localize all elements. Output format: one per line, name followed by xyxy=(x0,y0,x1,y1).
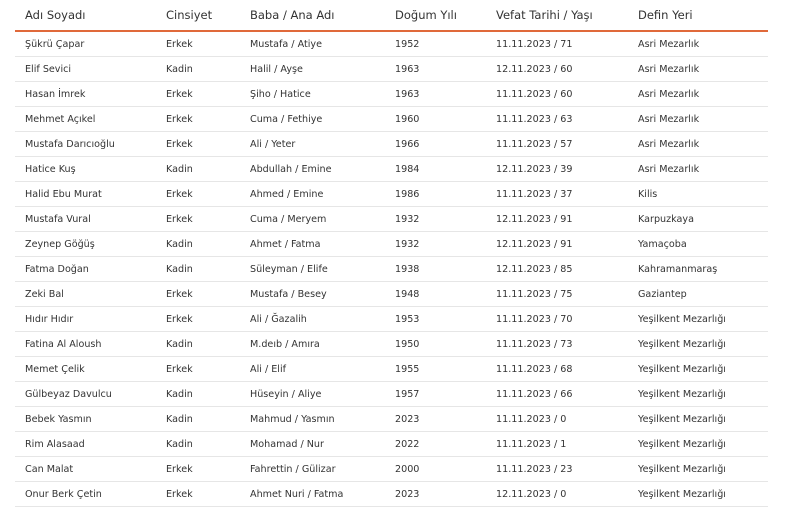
cell-parents: Ahmet Nuri / Fatma xyxy=(240,482,385,507)
cell-death-date-age: 12.11.2023 / 91 xyxy=(486,232,628,257)
table-row xyxy=(15,82,768,107)
cell-death-date-age: 12.11.2023 / 60 xyxy=(486,57,628,82)
cell-name: Rim Alasaad xyxy=(15,432,156,457)
cell-death-date-age: 12.11.2023 / 39 xyxy=(486,157,628,182)
cell-burial-place: Kilis xyxy=(628,182,768,207)
cell-birth-year: 1963 xyxy=(385,57,486,82)
cell-gender: Erkek xyxy=(156,31,240,57)
cell-birth-year: 1957 xyxy=(385,382,486,407)
cell-name: Şükrü Çapar xyxy=(15,31,156,57)
cell-birth-year: 1963 xyxy=(385,82,486,107)
table-row xyxy=(15,207,768,232)
table-row xyxy=(15,132,768,157)
cell-birth-year: 2023 xyxy=(385,407,486,432)
cell-gender: Erkek xyxy=(156,307,240,332)
cell-burial-place: Yeşilkent Mezarlığı xyxy=(628,432,768,457)
cell-gender: Erkek xyxy=(156,182,240,207)
cell-burial-place: Asri Mezarlık xyxy=(628,157,768,182)
cell-death-date-age: 11.11.2023 / 63 xyxy=(486,107,628,132)
cell-parents: Ali / Ğazalih xyxy=(240,307,385,332)
table-row xyxy=(15,157,768,182)
cell-birth-year: 1948 xyxy=(385,282,486,307)
cell-birth-year: 1984 xyxy=(385,157,486,182)
cell-burial-place: Gaziantep xyxy=(628,282,768,307)
table-header xyxy=(15,0,768,31)
cell-burial-place: Asri Mezarlık xyxy=(628,31,768,57)
cell-name: Mehmet Açıkel xyxy=(15,107,156,132)
cell-name: Fatma Doğan xyxy=(15,257,156,282)
cell-parents: Halil / Ayşe xyxy=(240,57,385,82)
cell-gender: Kadin xyxy=(156,332,240,357)
table-row xyxy=(15,257,768,282)
cell-parents: Ahmet / Fatma xyxy=(240,232,385,257)
cell-parents: M.deıb / Amıra xyxy=(240,332,385,357)
header-gender: Cinsiyet xyxy=(156,0,240,31)
cell-parents: Şiho / Hatice xyxy=(240,82,385,107)
cell-gender: Erkek xyxy=(156,457,240,482)
table-row xyxy=(15,282,768,307)
cell-gender: Erkek xyxy=(156,282,240,307)
cell-burial-place: Yeşilkent Mezarlığı xyxy=(628,382,768,407)
cell-birth-year: 1938 xyxy=(385,257,486,282)
cell-death-date-age: 11.11.2023 / 37 xyxy=(486,182,628,207)
cell-name: Halid Ebu Murat xyxy=(15,182,156,207)
death-records-table xyxy=(15,0,768,507)
cell-parents: Mohamad / Nur xyxy=(240,432,385,457)
cell-birth-year: 2023 xyxy=(385,482,486,507)
table-row xyxy=(15,382,768,407)
cell-name: Mustafa Vural xyxy=(15,207,156,232)
cell-gender: Erkek xyxy=(156,207,240,232)
cell-burial-place: Yeşilkent Mezarlığı xyxy=(628,407,768,432)
cell-birth-year: 1952 xyxy=(385,31,486,57)
cell-birth-year: 1932 xyxy=(385,207,486,232)
cell-gender: Kadin xyxy=(156,432,240,457)
cell-parents: Süleyman / Elife xyxy=(240,257,385,282)
cell-name: Bebek Yasmın xyxy=(15,407,156,432)
cell-gender: Erkek xyxy=(156,132,240,157)
cell-gender: Kadin xyxy=(156,382,240,407)
cell-birth-year: 2022 xyxy=(385,432,486,457)
cell-death-date-age: 11.11.2023 / 68 xyxy=(486,357,628,382)
cell-parents: Mahmud / Yasmın xyxy=(240,407,385,432)
cell-parents: Ali / Elif xyxy=(240,357,385,382)
cell-name: Memet Çelik xyxy=(15,357,156,382)
header-row xyxy=(15,0,768,31)
table-row xyxy=(15,107,768,132)
cell-death-date-age: 11.11.2023 / 71 xyxy=(486,31,628,57)
cell-burial-place: Karpuzkaya xyxy=(628,207,768,232)
cell-birth-year: 1932 xyxy=(385,232,486,257)
cell-burial-place: Asri Mezarlık xyxy=(628,132,768,157)
header-death-date-age: Vefat Tarihi / Yaşı xyxy=(486,0,628,31)
cell-parents: Fahrettin / Gülizar xyxy=(240,457,385,482)
cell-name: Hıdır Hıdır xyxy=(15,307,156,332)
cell-burial-place: Yeşilkent Mezarlığı xyxy=(628,307,768,332)
cell-burial-place: Yeşilkent Mezarlığı xyxy=(628,457,768,482)
cell-parents: Mustafa / Besey xyxy=(240,282,385,307)
cell-name: Hatice Kuş xyxy=(15,157,156,182)
cell-burial-place: Asri Mezarlık xyxy=(628,82,768,107)
cell-birth-year: 1966 xyxy=(385,132,486,157)
table-row xyxy=(15,232,768,257)
cell-birth-year: 1955 xyxy=(385,357,486,382)
cell-name: Zeki Bal xyxy=(15,282,156,307)
cell-death-date-age: 11.11.2023 / 1 xyxy=(486,432,628,457)
cell-gender: Kadin xyxy=(156,57,240,82)
cell-death-date-age: 11.11.2023 / 75 xyxy=(486,282,628,307)
cell-name: Gülbeyaz Davulcu xyxy=(15,382,156,407)
cell-death-date-age: 11.11.2023 / 70 xyxy=(486,307,628,332)
cell-parents: Cuma / Meryem xyxy=(240,207,385,232)
cell-burial-place: Yeşilkent Mezarlığı xyxy=(628,482,768,507)
cell-death-date-age: 11.11.2023 / 66 xyxy=(486,382,628,407)
cell-burial-place: Yeşilkent Mezarlığı xyxy=(628,357,768,382)
cell-gender: Erkek xyxy=(156,357,240,382)
cell-birth-year: 1986 xyxy=(385,182,486,207)
cell-birth-year: 1960 xyxy=(385,107,486,132)
cell-birth-year: 1953 xyxy=(385,307,486,332)
cell-birth-year: 1950 xyxy=(385,332,486,357)
cell-name: Onur Berk Çetin xyxy=(15,482,156,507)
table-row xyxy=(15,307,768,332)
cell-burial-place: Yeşilkent Mezarlığı xyxy=(628,332,768,357)
cell-gender: Kadin xyxy=(156,232,240,257)
cell-name: Hasan İmrek xyxy=(15,82,156,107)
header-burial-place: Defin Yeri xyxy=(628,0,768,31)
cell-gender: Erkek xyxy=(156,482,240,507)
cell-parents: Cuma / Fethiye xyxy=(240,107,385,132)
cell-name: Can Malat xyxy=(15,457,156,482)
cell-gender: Kadin xyxy=(156,407,240,432)
cell-death-date-age: 11.11.2023 / 60 xyxy=(486,82,628,107)
header-birth-year: Doğum Yılı xyxy=(385,0,486,31)
table-row xyxy=(15,182,768,207)
header-name: Adı Soyadı xyxy=(15,0,156,31)
table-row xyxy=(15,357,768,382)
cell-burial-place: Asri Mezarlık xyxy=(628,107,768,132)
cell-gender: Erkek xyxy=(156,107,240,132)
cell-name: Elif Sevici xyxy=(15,57,156,82)
table-row xyxy=(15,432,768,457)
cell-parents: Hüseyin / Aliye xyxy=(240,382,385,407)
table-row xyxy=(15,332,768,357)
cell-death-date-age: 11.11.2023 / 0 xyxy=(486,407,628,432)
cell-death-date-age: 11.11.2023 / 57 xyxy=(486,132,628,157)
header-parents: Baba / Ana Adı xyxy=(240,0,385,31)
cell-name: Fatina Al Aloush xyxy=(15,332,156,357)
cell-gender: Kadin xyxy=(156,157,240,182)
cell-death-date-age: 12.11.2023 / 85 xyxy=(486,257,628,282)
table-row xyxy=(15,457,768,482)
cell-burial-place: Kahramanmaraş xyxy=(628,257,768,282)
table-row xyxy=(15,57,768,82)
cell-parents: Ali / Yeter xyxy=(240,132,385,157)
cell-death-date-age: 11.11.2023 / 73 xyxy=(486,332,628,357)
cell-gender: Erkek xyxy=(156,82,240,107)
cell-parents: Mustafa / Atiye xyxy=(240,31,385,57)
cell-name: Mustafa Darıcıoğlu xyxy=(15,132,156,157)
cell-burial-place: Yamaçoba xyxy=(628,232,768,257)
cell-birth-year: 2000 xyxy=(385,457,486,482)
table-body xyxy=(15,31,768,507)
table-row xyxy=(15,482,768,507)
cell-burial-place: Asri Mezarlık xyxy=(628,57,768,82)
cell-parents: Abdullah / Emine xyxy=(240,157,385,182)
cell-gender: Kadin xyxy=(156,257,240,282)
table-row xyxy=(15,31,768,57)
table-row xyxy=(15,407,768,432)
cell-parents: Ahmed / Emine xyxy=(240,182,385,207)
cell-name: Zeynep Göğüş xyxy=(15,232,156,257)
cell-death-date-age: 12.11.2023 / 0 xyxy=(486,482,628,507)
death-records-table-container xyxy=(15,0,768,507)
cell-death-date-age: 12.11.2023 / 91 xyxy=(486,207,628,232)
cell-death-date-age: 11.11.2023 / 23 xyxy=(486,457,628,482)
